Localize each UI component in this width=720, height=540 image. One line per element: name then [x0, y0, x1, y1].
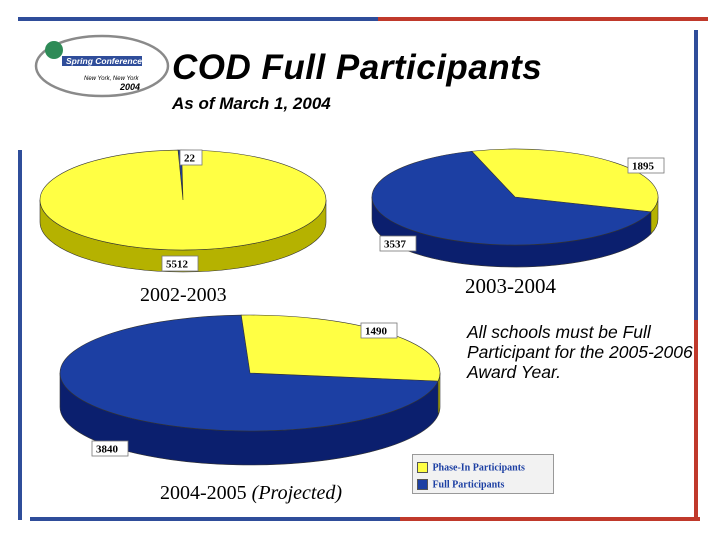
chart1-caption: 2002-2003 — [140, 284, 227, 306]
pie1-data-label-1: 22 — [184, 152, 195, 165]
pie3-data-label-0: 1490 — [365, 325, 387, 338]
pie-chart-3 — [60, 315, 440, 465]
pie-chart-1 — [40, 150, 326, 272]
legend-label-phase-in: Phase-In Participants — [432, 462, 525, 474]
legend-item-full — [417, 476, 505, 491]
slide-title: COD Full Participants — [172, 48, 543, 87]
chart3-caption — [160, 482, 342, 505]
chart2-caption: 2003-2004 — [465, 274, 556, 298]
logo-line1: Spring Conference — [66, 56, 143, 66]
pie2-data-label-0: 1895 — [632, 160, 654, 173]
legend-item-phase-in — [417, 459, 525, 474]
pie3-slice-phase-in — [241, 315, 440, 381]
legend-swatch-full — [417, 479, 428, 490]
chart-legend — [412, 454, 554, 494]
pie1-data-label-0: 5512 — [166, 258, 188, 271]
award-year-note: All schools must be Full Participant for the 2005-2006 Award Year. — [467, 322, 693, 382]
chart3-caption-note: (Projected) — [251, 482, 342, 504]
legend-label-full: Full Participants — [432, 479, 505, 491]
pie2-data-label-1: 3537 — [384, 238, 406, 251]
logo-line3: 2004 — [120, 82, 141, 92]
pie3-data-label-1: 3840 — [96, 443, 118, 456]
pie-chart-2 — [372, 149, 664, 267]
logo-line2: New York, New York — [84, 76, 139, 82]
legend-swatch-phase-in — [417, 462, 428, 473]
slide-subtitle: As of March 1, 2004 — [172, 94, 331, 113]
chart3-caption-main: 2004-2005 — [160, 482, 247, 504]
